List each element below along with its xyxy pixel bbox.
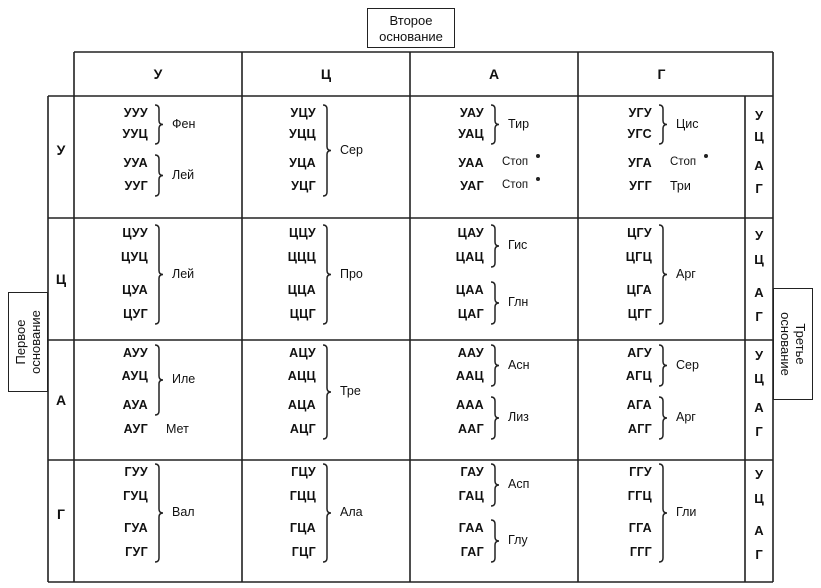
codon: ЦАГ: [457, 307, 484, 321]
stop-codon-label: Стоп: [502, 179, 529, 191]
codon: УУГ: [124, 179, 148, 193]
codon-group-brace: [322, 224, 334, 325]
codon: ЦГУ: [627, 226, 652, 240]
codon-group-brace: [490, 519, 502, 563]
codon: УЦГ: [291, 179, 316, 193]
codon: ЦАУ: [457, 226, 484, 240]
third-base-letter: Ц: [754, 252, 764, 267]
amino-acid-label: Цис: [676, 116, 699, 131]
codon-group-brace: [154, 154, 166, 197]
amino-acid-label: Глу: [508, 533, 528, 547]
codon-group-brace: [154, 224, 166, 325]
codon: АГА: [626, 398, 652, 412]
amino-acid-label: Гис: [508, 238, 528, 252]
stop-codon-label: Стоп: [502, 156, 529, 168]
amino-acid-label: Ала: [340, 505, 363, 519]
codon-group-brace: [322, 463, 334, 563]
codon-group-brace: [154, 104, 166, 145]
codon: УУА: [123, 156, 148, 170]
third-base-letter: Ц: [754, 129, 764, 144]
amino-acid-label: Фен: [172, 116, 196, 131]
codon: ЦГА: [626, 283, 652, 297]
codon: ЦАА: [455, 283, 484, 297]
codon: АГУ: [627, 346, 652, 360]
amino-acid-label: Глн: [508, 295, 529, 309]
amino-acid-label: Асп: [508, 477, 530, 491]
row-header-g: Г: [57, 506, 65, 522]
codon: ГУУ: [124, 465, 148, 479]
codon: ГГЦ: [627, 489, 652, 503]
first-base-label-text: Первое основание: [12, 309, 43, 374]
codon: АЦГ: [289, 422, 316, 436]
row-header-ts: Ц: [55, 271, 67, 287]
codon-group-brace: [490, 224, 502, 268]
codon: ЦЦУ: [289, 226, 316, 240]
codon: ГГГ: [629, 545, 652, 559]
codon: АУУ: [122, 346, 148, 360]
codon: АГГ: [627, 422, 652, 436]
codon: ЦЦЦ: [287, 250, 316, 264]
codon: ГАУ: [460, 465, 484, 479]
codon: УАГ: [460, 179, 484, 193]
codon: АУА: [122, 398, 148, 412]
amino-acid-label: Асн: [508, 357, 530, 372]
amino-acid-label: Лей: [172, 167, 195, 182]
codon: УГС: [627, 127, 652, 141]
codon-group-brace: [658, 104, 670, 145]
codon-group-brace: [490, 463, 502, 507]
codon: УГУ: [628, 106, 652, 120]
codon: ЦГГ: [627, 307, 652, 321]
column-header-ts: Ц: [320, 66, 332, 82]
third-base-letter: Г: [755, 181, 763, 196]
codon: ГАА: [458, 521, 484, 535]
third-base-letter: Ц: [754, 371, 764, 386]
amino-acid-label: Гли: [676, 505, 697, 519]
codon: УГГ: [629, 179, 652, 193]
second-base-label-text: Второе основание: [379, 13, 443, 44]
codon: УЦА: [289, 156, 316, 170]
codon-group-brace: [658, 396, 670, 440]
codon: ГУЦ: [123, 489, 148, 503]
codon-group-brace: [322, 104, 334, 197]
stop-marker-icon: [536, 177, 540, 181]
column-header-u: У: [153, 66, 163, 82]
third-base-letter: У: [754, 467, 764, 482]
amino-acid-label: Тре: [340, 384, 361, 398]
stop-codon-label: Стоп: [670, 156, 697, 168]
codon-group-brace: [490, 104, 502, 145]
codon-group-brace: [490, 396, 502, 440]
codon: УАЦ: [458, 127, 484, 141]
third-base-letter: Г: [755, 309, 763, 324]
codon: ААУ: [457, 346, 484, 360]
amino-acid-label: Лей: [172, 266, 195, 281]
codon-group-brace: [322, 344, 334, 440]
codon: АГЦ: [625, 369, 652, 383]
row-header-u: У: [56, 142, 66, 158]
stop-marker-icon: [704, 154, 708, 158]
codon: ААЦ: [455, 369, 484, 383]
codon: АЦЦ: [287, 369, 316, 383]
codon: ЦГЦ: [625, 250, 652, 264]
amino-acid-label: Арг: [676, 410, 696, 424]
codon-group-brace: [154, 463, 166, 563]
codon: ГАГ: [460, 545, 484, 559]
stop-marker-icon: [536, 154, 540, 158]
codon: ЦУА: [122, 283, 148, 297]
codon-group-brace: [490, 281, 502, 325]
amino-acid-label: Мет: [166, 422, 189, 436]
column-header-g: Г: [657, 66, 666, 82]
third-base-letter: А: [754, 523, 764, 538]
codon: ЦЦГ: [289, 307, 316, 321]
third-base-letter: Г: [755, 424, 763, 439]
codon: ГАЦ: [458, 489, 484, 503]
codon: ААГ: [457, 422, 484, 436]
codon-group-brace: [658, 344, 670, 387]
codon: УАУ: [459, 106, 484, 120]
codon: ГГА: [628, 521, 652, 535]
codon-group-brace: [154, 344, 166, 416]
codon: ГЦУ: [291, 465, 316, 479]
codon: УУУ: [123, 106, 148, 120]
codon: УЦЦ: [289, 127, 316, 141]
codon: ЦЦА: [287, 283, 316, 297]
amino-acid-label: Иле: [172, 372, 196, 386]
codon-group-brace: [658, 463, 670, 563]
amino-acid-label: Лиз: [508, 410, 529, 424]
codon-group-brace: [658, 224, 670, 325]
amino-acid-label: Сер: [340, 142, 363, 157]
third-base-letter: А: [754, 285, 764, 300]
codon: АУЦ: [121, 369, 148, 383]
codon: ЦУЦ: [121, 250, 148, 264]
third-base-letter: У: [754, 348, 764, 363]
codon: УУЦ: [122, 127, 148, 141]
codon: ГЦЦ: [289, 489, 316, 503]
codon: ЦУУ: [122, 226, 148, 240]
third-base-letter: А: [754, 158, 764, 173]
codon: АУГ: [123, 422, 148, 436]
codon: ААА: [456, 398, 484, 412]
codon: ГГУ: [629, 465, 652, 479]
amino-acid-label: Сер: [676, 357, 699, 372]
codon: АЦА: [287, 398, 316, 412]
codon: ЦАЦ: [455, 250, 484, 264]
amino-acid-label: Про: [340, 266, 363, 281]
amino-acid-label: Арг: [676, 266, 696, 281]
third-base-label-text: Третье основание: [777, 311, 808, 376]
codon: АЦУ: [289, 346, 316, 360]
codon: ГУА: [124, 521, 148, 535]
codon-group-brace: [490, 344, 502, 387]
codon: ГЦА: [289, 521, 316, 535]
amino-acid-label: Тир: [508, 116, 530, 131]
amino-acid-label: Вал: [172, 505, 195, 519]
third-base-letter: Ц: [754, 491, 764, 506]
third-base-letter: У: [754, 108, 764, 123]
third-base-letter: У: [754, 228, 764, 243]
third-base-letter: Г: [755, 547, 763, 562]
third-base-letter: А: [754, 400, 764, 415]
codon: ГЦГ: [291, 545, 316, 559]
codon: УЦУ: [290, 106, 316, 120]
row-header-a: А: [55, 392, 67, 408]
column-header-a: А: [488, 66, 500, 82]
amino-acid-label: Три: [670, 179, 691, 193]
codon: ЦУГ: [123, 307, 148, 321]
codon: ГУГ: [125, 545, 148, 559]
codon: УАА: [458, 156, 484, 170]
codon: УГА: [627, 156, 652, 170]
